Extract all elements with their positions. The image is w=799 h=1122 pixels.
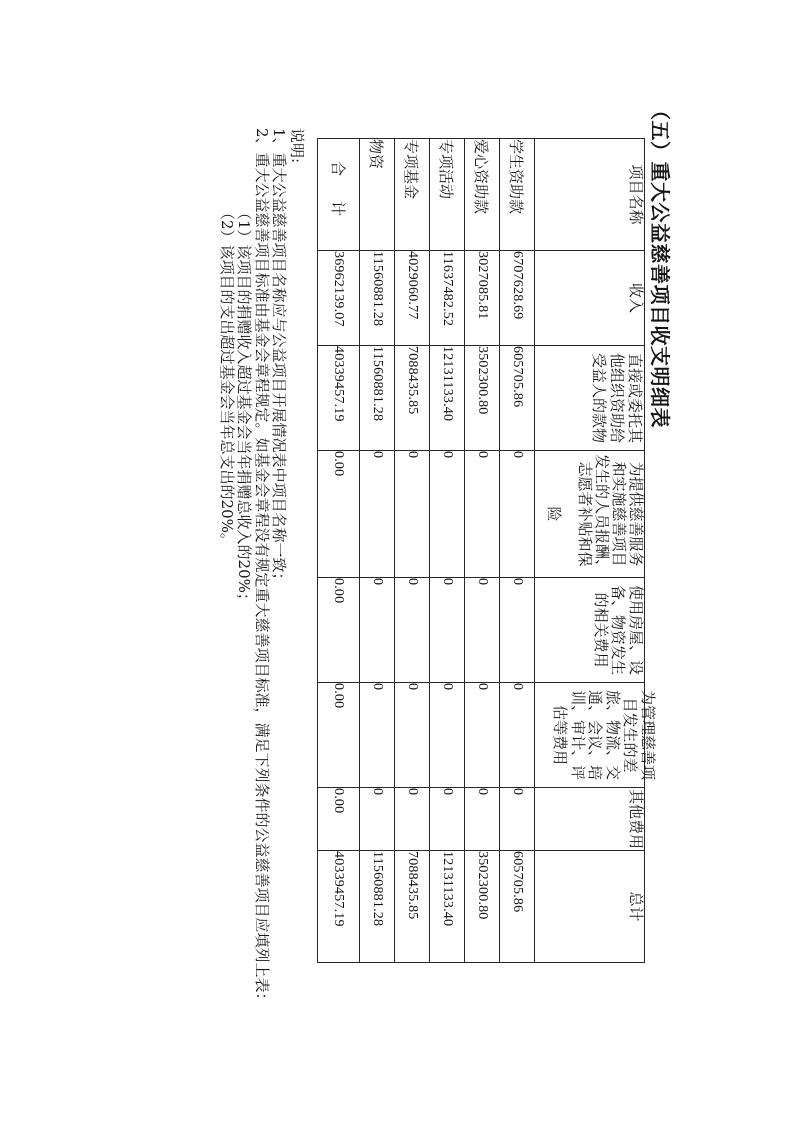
header-line: 训、审计、评 [568,689,587,780]
table-row [465,139,500,963]
cell-staff-cost: 0 [395,451,430,578]
cell-income: 11637482.52 [430,251,465,346]
cell-facility-cost: 0 [395,578,430,683]
header-line: 为提供慈善服务 [627,461,645,567]
notes-section [218,128,306,1008]
cell-facility-cost: 0 [430,578,465,683]
header-row [535,139,645,963]
table-row [395,139,430,963]
cell-management-cost: 0 [500,683,535,788]
header-line: 目发生的差 [621,697,640,773]
header-line: 和实施慈善项目 [610,461,628,567]
cell-management-cost: 0 [395,683,430,788]
header-line: 收入 [627,282,645,313]
cell-direct-aid: 11560881.28 [360,346,395,451]
cell-other-cost: 0.00 [318,788,360,851]
cell-direct-aid: 3502300.80 [465,346,500,451]
cell-facility-cost: 0 [465,578,500,683]
header-income [535,251,645,346]
cell-other-cost: 0 [500,788,535,851]
header-staff-cost [535,451,645,578]
header-direct-aid [535,346,645,451]
cell-other-cost: 0 [430,788,465,851]
cell-income: 4029060.77 [395,251,430,346]
header-line: 旅、物流、交 [603,689,622,780]
header-other-cost [535,788,645,851]
header-line: 受益人的款物 [590,352,608,443]
page-title: （五）重大公益慈善项目收支明细表 [648,100,672,428]
cell-project-name: 合 计 [318,139,360,251]
header-line: 的相关费用 [592,592,610,668]
header-line: 志愿者补贴和保 [576,461,594,567]
project-income-expense-table [317,138,657,963]
note-item: 1、重大公益慈善项目名称应与公益项目开展情况表中项目名称一致； [270,128,289,588]
cell-management-cost: 0 [430,683,465,788]
cell-total: 7088435.85 [395,851,430,963]
cell-total: 12131133.40 [430,851,465,963]
header-line: 项目名称 [627,164,645,225]
cell-project-name: 专项活动 [430,139,465,251]
total-row [318,139,360,963]
header-line: 他组织资助给 [608,352,626,443]
cell-direct-aid: 605705.86 [500,346,535,451]
cell-direct-aid: 12131133.40 [430,346,465,451]
table-row [430,139,465,963]
header-line: 使用房屋、设 [627,584,645,675]
notes-label: 说明: [288,128,306,164]
header-management-cost [535,683,657,788]
cell-project-name: 专项基金 [395,139,430,251]
cell-project-name: 爱心资助款 [465,139,500,251]
cell-facility-cost: 0.00 [318,578,360,683]
cell-management-cost: 0 [465,683,500,788]
header-line: 估等费用 [551,704,570,765]
cell-income: 6707628.69 [500,251,535,346]
table-row [360,139,395,963]
header-line: 其他费用 [627,788,645,849]
cell-other-cost: 0 [395,788,430,851]
cell-total: 11560881.28 [360,851,395,963]
note-sub-item: （2）该项目的支出超过基金会当年总支出的20%。 [218,205,236,548]
header-line: 总计 [627,891,645,922]
cell-other-cost: 0 [360,788,395,851]
cell-management-cost: 0 [360,683,395,788]
table-row [500,139,535,963]
header-line: 备、物资发生 [609,584,628,675]
cell-staff-cost: 0 [500,451,535,578]
header-line: 险 [545,506,563,522]
cell-staff-cost: 0.00 [318,451,360,578]
header-line: 通、会议、培 [586,689,605,780]
cell-facility-cost: 0 [500,578,535,683]
header-project-name [535,139,645,251]
cell-project-name: 学生资助款 [500,139,535,251]
cell-facility-cost: 0 [360,578,395,683]
cell-staff-cost: 0 [430,451,465,578]
cell-direct-aid: 40339457.19 [318,346,360,451]
cell-income: 11560881.28 [360,251,395,346]
header-line: 发生的人员报酬、 [593,453,611,574]
cell-staff-cost: 0 [360,451,395,578]
cell-direct-aid: 7088435.85 [395,346,430,451]
cell-staff-cost: 0 [465,451,500,578]
cell-total: 3502300.80 [465,851,500,963]
cell-total: 605705.86 [500,851,535,963]
note-sub-item: （1）该项目的捐赠收入超过基金会当年捐赠总收入的20%； [235,205,254,608]
header-line: 为管理慈善项 [639,689,657,780]
header-line: 直接或委托其 [626,352,644,443]
header-total [535,851,645,963]
cell-management-cost: 0.00 [318,683,360,788]
cell-other-cost: 0 [465,788,500,851]
cell-project-name: 物资 [360,139,395,251]
note-item: 2、重大公益慈善项目标准由基金会章程规定。如基金会章程没有规定重大慈善项目标准，满足下列条件的公益慈善项目应填列上表： [253,128,271,1008]
cell-income: 3027085.81 [465,251,500,346]
header-facility-cost [535,578,645,683]
cell-income: 36962139.07 [318,251,360,346]
cell-total: 40339457.19 [318,851,360,963]
